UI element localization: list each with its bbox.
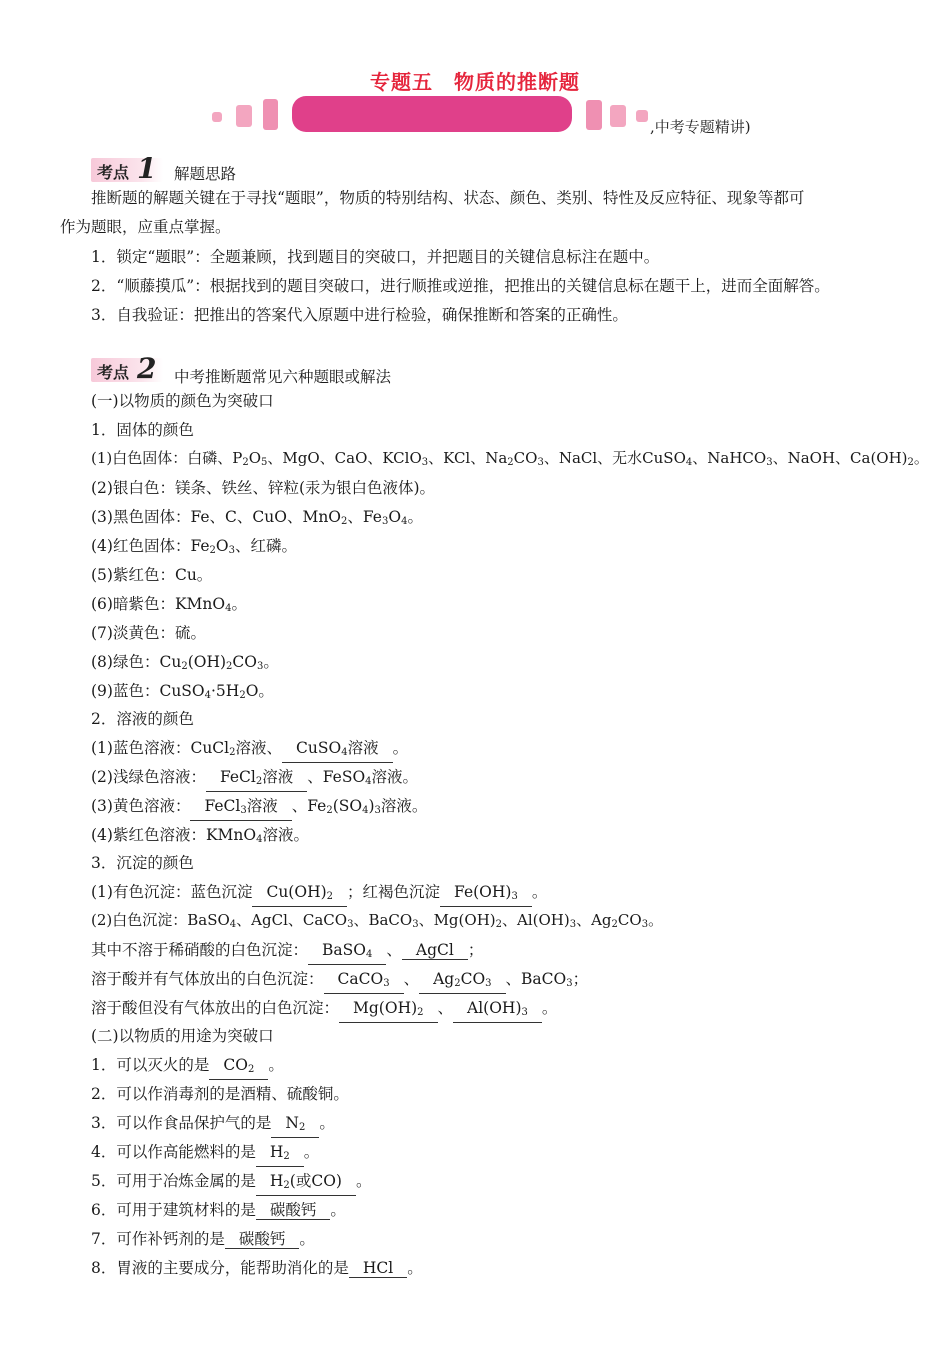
decor-block xyxy=(263,99,278,130)
solution-color-item: (3)黄色溶液： FeCl$_3$溶液 、$Fe_2(SO_4)_3$溶液。 xyxy=(91,794,427,821)
step-item: 2．“顺藤摸瓜”：根据找到的题目突破口，进行顺推或逆推，把推出的关键信息标在题干上，进而全面解答。 xyxy=(91,277,830,295)
decor-block xyxy=(586,100,602,130)
answer-blank: $CO_2$ xyxy=(209,1056,268,1080)
kaodian-badge-1 xyxy=(91,152,163,185)
answer-blank: AgCl xyxy=(402,941,468,960)
use-item: 2．可以作消毒剂的是酒精、硫酸铜。 xyxy=(91,1085,349,1103)
step-item: 1．锁定“题眼”：全题兼顾，找到题目的突破口，并把题目的关键信息标注在题中。 xyxy=(91,248,660,266)
part-title: (二)以物质的用途为突破口 xyxy=(91,1027,274,1045)
answer-blank: 碳酸钙 xyxy=(256,1201,331,1220)
precipitate-item: 溶于酸但没有气体放出的白色沉淀： $Mg(OH)_2$ 、 $Al(OH)_3$ 。 xyxy=(91,996,557,1023)
precipitate-item: (2)白色沉淀：BaSO$_4$、AgCl、CaCO$_3$、BaCO$_3$、$Mg(OH)_2$、$Al(OH)_3$、$Ag_2CO_3$。 xyxy=(91,911,664,930)
decor-block xyxy=(610,105,626,127)
solid-color-item: (2)银白色：镁条、铁丝、锌粒(汞为银白色液体)。 xyxy=(91,479,436,497)
answer-blank: FeCl$_2$溶液 xyxy=(206,768,307,792)
precipitate-item: 溶于酸并有气体放出的白色沉淀： CaCO$_3$ 、 $Ag_2CO_3$ 、BaCO$_3$； xyxy=(91,967,588,994)
decor-block xyxy=(636,110,648,122)
solid-color-item: (8)绿色：$Cu_2(OH)_2CO_3$。 xyxy=(91,653,279,672)
title-banner xyxy=(292,96,572,132)
solid-color-item: (5)紫红色：Cu。 xyxy=(91,566,213,584)
subsection-title: 3．沉淀的颜色 xyxy=(91,854,194,872)
solid-color-item: (7)淡黄色：硫。 xyxy=(91,624,206,642)
badge-number: 2 xyxy=(137,352,157,385)
solution-color-item: (4)紫红色溶液：KMnO$_4$溶液。 xyxy=(91,826,309,845)
answer-blank: $N_2$ xyxy=(271,1114,319,1138)
decor-block xyxy=(212,112,222,122)
solid-color-item: (3)黑色固体：Fe、C、CuO、MnO$_2$、$Fe_3O_4$。 xyxy=(91,508,423,527)
section-heading: 中考推断题常见六种题眼或解法 xyxy=(174,368,392,386)
answer-blank: $H_2$(或CO) xyxy=(256,1172,356,1196)
decor-block xyxy=(236,105,252,127)
answer-blank: HCl xyxy=(349,1259,407,1278)
intro-line: 推断题的解题关键在于寻找“题眼”，物质的特别结构、状态、颜色、类别、特性及反应特征、现象等都可 xyxy=(91,189,805,207)
precipitate-item: (1)有色沉淀：蓝色沉淀 $Cu(OH)_2$ ；红褐色沉淀 $Fe(OH)_3$ 。 xyxy=(91,880,547,907)
answer-blank: $Fe(OH)_3$ xyxy=(440,883,532,907)
answer-blank: $Al(OH)_3$ xyxy=(453,999,542,1023)
part-title: (一)以物质的颜色为突破口 xyxy=(91,392,274,410)
solid-color-item: (6)暗紫色：KMnO$_4$。 xyxy=(91,595,247,614)
solid-color-item: (9)蓝色：$CuSO_4\cdot 5H_2O$。 xyxy=(91,682,274,701)
use-item: 4．可以作高能燃料的是 $H_2$ 。 xyxy=(91,1140,319,1167)
section-heading: 解题思路 xyxy=(174,165,237,183)
use-item: 3．可以作食品保护气的是 $N_2$ 。 xyxy=(91,1111,335,1138)
solid-color-item: (4)红色固体：$Fe_2O_3$、红磷。 xyxy=(91,537,298,556)
precipitate-item: 其中不溶于稀硝酸的白色沉淀： BaSO$_4$ 、 AgCl ； xyxy=(91,938,483,965)
page-title: 专题五 物质的推断题 xyxy=(370,70,580,94)
answer-blank: BaSO$_4$ xyxy=(308,941,386,965)
kaodian-badge-2 xyxy=(91,352,163,385)
answer-blank: CuSO$_4$溶液 xyxy=(282,739,393,763)
use-item: 6．可用于建筑材料的是 碳酸钙 。 xyxy=(91,1201,346,1219)
badge-label: 考点 xyxy=(97,163,130,182)
answer-blank: FeCl$_3$溶液 xyxy=(190,797,291,821)
answer-blank: $Mg(OH)_2$ xyxy=(339,999,438,1023)
answer-blank: CaCO$_3$ xyxy=(324,970,404,994)
solid-color-item: (1)白色固体：白磷、$P_2O_5$、MgO、CaO、KClO$_3$、KCl、$Na_2CO_3$、NaCl、无水CuSO$_4$、NaHCO$_3$、NaOH、$Ca(OH)_2$。 xyxy=(91,449,929,468)
subsection-title: 2．溶液的颜色 xyxy=(91,710,194,728)
answer-blank: $Ag_2CO_3$ xyxy=(419,970,505,994)
use-item: 1．可以灭火的是 $CO_2$ 。 xyxy=(91,1053,284,1080)
step-item: 3．自我验证：把推出的答案代入原题中进行检验，确保推断和答案的正确性。 xyxy=(91,306,628,324)
answer-blank: $H_2$ xyxy=(256,1143,304,1167)
use-item: 5．可用于冶炼金属的是 $H_2$(或CO) 。 xyxy=(91,1169,371,1196)
intro-line: 作为题眼，应重点掌握。 xyxy=(60,218,231,236)
badge-number: 1 xyxy=(137,152,157,185)
solution-color-item: (2)浅绿色溶液： FeCl$_2$溶液 、FeSO$_4$溶液。 xyxy=(91,765,418,792)
answer-blank: $Cu(OH)_2$ xyxy=(252,883,347,907)
use-item: 8．胃液的主要成分，能帮助消化的是 HCl 。 xyxy=(91,1259,423,1277)
page-subtitle: ,中考专题精讲) xyxy=(650,118,751,136)
use-item: 7．可作补钙剂的是 碳酸钙 。 xyxy=(91,1230,315,1248)
solution-color-item: (1)蓝色溶液：CuCl$_2$溶液、 CuSO$_4$溶液 。 xyxy=(91,736,408,763)
subsection-title: 1．固体的颜色 xyxy=(91,421,194,439)
badge-label: 考点 xyxy=(97,363,130,382)
answer-blank: 碳酸钙 xyxy=(225,1230,300,1249)
